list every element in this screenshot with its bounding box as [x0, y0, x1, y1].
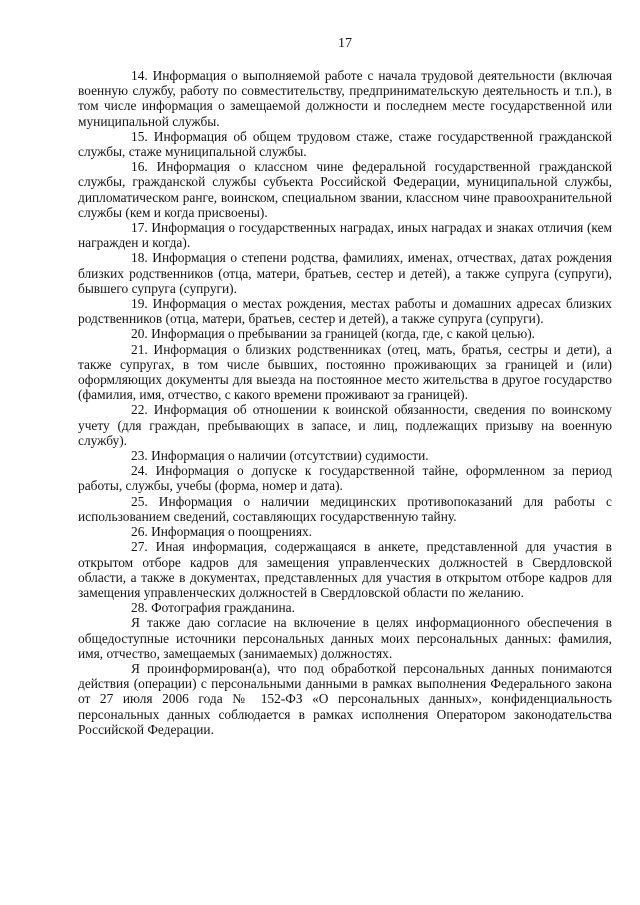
paragraph-14: 14. Информация о выполняемой работе с начала трудовой деятельности (включая военную службу, работу по совместительству, предпринимательскую деятельность и т.п.), в том числе информация о замещаемой должности и последнем месте государственной или муниципальной службы.: [78, 68, 612, 129]
paragraph-16: 16. Информация о классном чине федеральной государственной гражданской службы, гражданской службы субъекта Российской Федерации, муниципальной службы, дипломатическом ранге, воинском, специальном звании, классном чине правоохранительной службы (кем и когда присвоены).: [78, 159, 612, 220]
paragraph-24: 24. Информация о допуске к государственной тайне, оформленном за период работы, службы, учебы (форма, номер и дата).: [78, 463, 612, 494]
paragraph-25: 25. Информация о наличии медицинских противопоказаний для работы с использованием сведений, составляющих государственную тайну.: [78, 493, 612, 524]
informed-paragraph: Я проинформирован(а), что под обработкой персональных данных понимаются действия (операции) с персональными данными в рамках выполнения Федерального закона от 27 июля 2006 года № 152-ФЗ «О персональных данных», конфиденциальность персональных данных соблюдается в рамках исполнения Оператором законодательства Российской Федерации.: [78, 660, 612, 737]
paragraph-20: 20. Информация о пребывании за границей (когда, где, с какой целью).: [131, 326, 536, 342]
paragraph-27: 27. Иная информация, содержащаяся в анкете, представленной для участия в открытом отборе кадров для замещения управленческих должностей в Свердловской области, а также в документах, представленных для участия в открытом отборе кадров для замещения управленческих должностей в Свердловской области по желанию.: [78, 539, 612, 600]
consent-paragraph: Я также даю согласие на включение в целях информационного обеспечения в общедоступные источники персональных данных моих персональных данных: фамилия, имя, отчество, замещаемых (занимаемых) должностях.: [78, 615, 612, 661]
page-number: 17: [338, 36, 352, 51]
paragraph-18: 18. Информация о степени родства, фамилиях, именах, отчествах, датах рождения близких родственников (отца, матери, братьев, сестер и детей), а также супруга (супруги), бывшего супруга (супруги).: [78, 250, 612, 296]
paragraph-26: 26. Информация о поощрениях.: [131, 524, 313, 540]
paragraph-15: 15. Информация об общем трудовом стаже, стаже государственной гражданской службы, стаже муниципальной службы.: [78, 128, 612, 160]
paragraph-19: 19. Информация о местах рождения, местах работы и домашних адресах близких родственников (отца, матери, братьев, сестер и детей), а также супруга (супруги).: [78, 296, 612, 327]
paragraph-28: 28. Фотография гражданина.: [131, 600, 295, 616]
paragraph-17: 17. Информация о государственных наградах, иных наградах и знаках отличия (кем награжден и когда).: [78, 220, 612, 251]
paragraph-21: 21. Информация о близких родственниках (отец, мать, братья, сестры и дети), а также супругах, в том числе бывших, постоянно проживающих за границей и (или) оформляющих документы для выезда на постоянное место жительства в другое государство (фамилия, имя, отчество, с какого времени проживают за границей).: [78, 341, 612, 403]
paragraph-22: 22. Информация об отношении к воинской обязанности, сведения по воинскому учету (для граждан, пребывающих в запасе, и лиц, подлежащих призыву на военную службу).: [78, 402, 612, 448]
paragraph-23: 23. Информация о наличии (отсутствии) судимости.: [131, 448, 429, 464]
